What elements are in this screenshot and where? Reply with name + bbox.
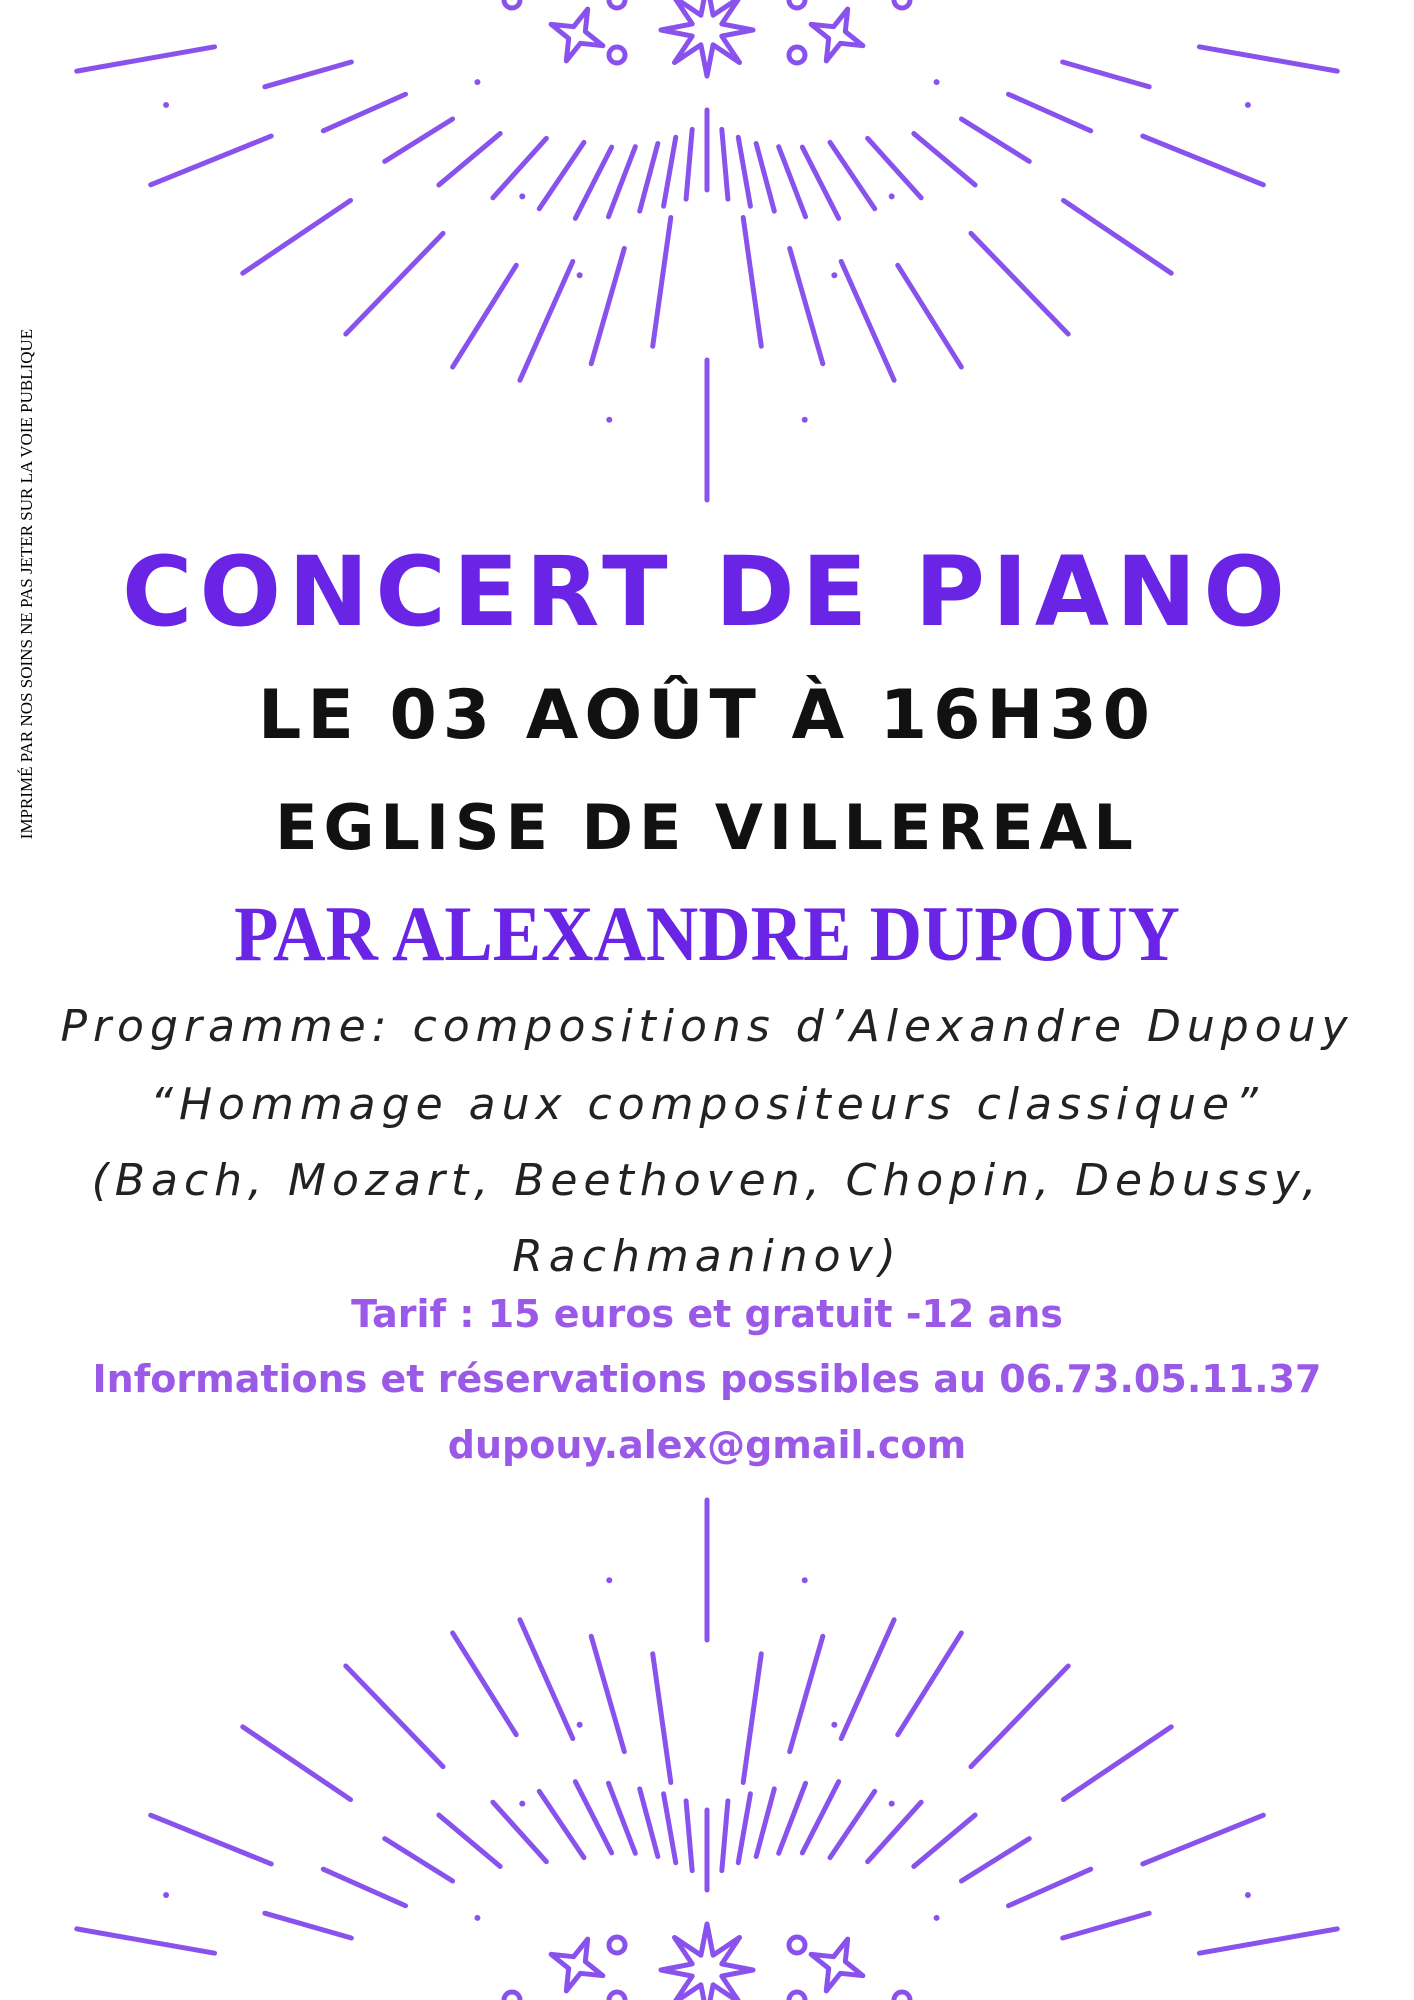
starburst-ray [802, 147, 838, 218]
starburst-ray [323, 1869, 405, 1906]
starburst-ray [971, 1666, 1068, 1767]
starburst-ray [868, 1802, 922, 1861]
starburst-ray [493, 138, 547, 197]
programme-line: Rachmaninov) [512, 1231, 902, 1282]
concert-date: LE 03 AOÛT À 16H30 [258, 676, 1156, 755]
ring-icon [609, 1937, 625, 1953]
starburst-ray [591, 1636, 624, 1751]
starburst-dot [802, 1577, 808, 1583]
concert-title: CONCERT DE PIANO [122, 536, 1292, 648]
starburst-ray [653, 217, 671, 346]
starburst-ray [743, 217, 761, 346]
starburst-dot [474, 79, 480, 85]
starburst-ray [779, 1783, 806, 1853]
starburst-ray [756, 144, 774, 212]
starburst-ray [439, 1815, 500, 1866]
starburst-dot [519, 193, 525, 199]
starburst-ray [1008, 1869, 1090, 1906]
starburst-ray [520, 261, 573, 380]
starburst-dot [802, 417, 808, 423]
concert-place: EGLISE DE VILLEREAL [275, 791, 1139, 864]
bottom-starburst [77, 1500, 1338, 2000]
starburst-dot [1245, 1892, 1251, 1898]
starburst-ray [686, 129, 692, 199]
starburst-dot [577, 272, 583, 278]
starburst-ray [653, 1654, 671, 1783]
starburst-dot [934, 1915, 940, 1921]
starburst-ray [608, 147, 635, 217]
starburst-ray [686, 1801, 692, 1871]
starburst-ray [722, 1801, 728, 1871]
starburst-ray [151, 136, 272, 185]
starburst-ray [640, 144, 658, 212]
ring-icon [894, 1992, 910, 2000]
programme-line: “Hommage aux compositeurs classique” [150, 1079, 1264, 1130]
starburst-ray [77, 47, 215, 71]
starburst-ray [914, 134, 975, 185]
sparkle-icon [551, 9, 603, 61]
starburst-ray [520, 1620, 573, 1739]
starburst-dot [934, 79, 940, 85]
ring-icon [504, 1992, 520, 2000]
starburst-ray [841, 1620, 894, 1739]
starburst-ray [868, 138, 922, 197]
starburst-ray [738, 137, 750, 206]
starburst-ray [539, 1791, 584, 1857]
starburst-dot [831, 1722, 837, 1728]
ring-icon [609, 47, 625, 63]
starburst-dot [889, 1801, 895, 1807]
starburst-ray [453, 1633, 517, 1735]
ring-icon [504, 0, 520, 8]
programme-line: Programme: compositions d’Alexandre Dupouy [60, 1001, 1354, 1052]
starburst-ray [608, 1783, 635, 1853]
starburst-ray [77, 1929, 215, 1953]
starburst-ray [385, 119, 453, 161]
starburst-ray [830, 1791, 875, 1857]
starburst-dot [474, 1915, 480, 1921]
starburst-ray [1063, 1727, 1171, 1800]
star-icon [661, 1924, 753, 2000]
starburst-ray [346, 233, 443, 334]
starburst-dot [606, 417, 612, 423]
starburst-ray [243, 200, 351, 273]
starburst-ray [575, 147, 611, 218]
top-starburst [77, 0, 1338, 500]
starburst-dot [577, 1722, 583, 1728]
starburst-dot [831, 272, 837, 278]
starburst-ray [243, 1727, 351, 1800]
ring-icon [789, 1937, 805, 1953]
ring-icon [789, 0, 805, 8]
starburst-ray [743, 1654, 761, 1783]
sparkle-icon [811, 1939, 863, 1991]
ring-icon [789, 47, 805, 63]
reservation-info: Informations et réservations possibles au 06.73.05.11.37 [92, 1357, 1322, 1401]
starburst-dot [163, 102, 169, 108]
starburst-ray [265, 1913, 352, 1938]
ring-icon [609, 1992, 625, 2000]
starburst-ray [1143, 136, 1264, 185]
starburst-ray [1063, 1913, 1150, 1938]
contact-email: dupouy.alex@gmail.com [447, 1423, 967, 1467]
starburst-ray [790, 1636, 823, 1751]
print-notice: IMPRIMÉ PAR NOS SOINS NE PAS JETER SUR LA VOIE PUBLIQUE [17, 328, 36, 840]
starburst-ray [439, 134, 500, 185]
star-icon [661, 0, 753, 76]
starburst-ray [539, 142, 584, 208]
starburst-ray [591, 248, 624, 363]
ring-icon [609, 0, 625, 8]
starburst-ray [802, 1782, 838, 1853]
starburst-dot [606, 1577, 612, 1583]
starburst-ray [914, 1815, 975, 1866]
sparkle-icon [811, 9, 863, 61]
starburst-dot [1245, 102, 1251, 108]
starburst-ray [664, 137, 676, 206]
starburst-ray [830, 142, 875, 208]
ring-icon [894, 0, 910, 8]
starburst-dot [519, 1801, 525, 1807]
starburst-ray [1008, 94, 1090, 131]
starburst-ray [346, 1666, 443, 1767]
ring-icon [789, 1992, 805, 2000]
starburst-ray [323, 94, 405, 131]
starburst-ray [1199, 47, 1337, 71]
starburst-ray [841, 261, 894, 380]
sparkle-icon [551, 1939, 603, 1991]
starburst-ray [664, 1794, 676, 1863]
programme-line: (Bach, Mozart, Beethoven, Chopin, Debussy, [91, 1155, 1323, 1206]
starburst-ray [971, 233, 1068, 334]
starburst-ray [722, 129, 728, 199]
starburst-ray [779, 147, 806, 217]
price-info: Tarif : 15 euros et gratuit -12 ans [351, 1292, 1063, 1336]
starburst-dot [163, 1892, 169, 1898]
starburst-ray [1063, 200, 1171, 273]
starburst-ray [575, 1782, 611, 1853]
starburst-ray [265, 62, 352, 87]
starburst-ray [453, 265, 517, 367]
starburst-ray [1063, 62, 1150, 87]
starburst-dot [889, 193, 895, 199]
starburst-ray [1199, 1929, 1337, 1953]
concert-artist: PAR ALEXANDRE DUPOUY [234, 890, 1180, 977]
starburst-ray [898, 1633, 962, 1735]
starburst-ray [961, 119, 1029, 161]
starburst-ray [640, 1789, 658, 1857]
starburst-ray [961, 1839, 1029, 1881]
starburst-ray [738, 1794, 750, 1863]
starburst-ray [790, 248, 823, 363]
starburst-ray [151, 1815, 272, 1864]
starburst-ray [1143, 1815, 1264, 1864]
starburst-ray [493, 1802, 547, 1861]
starburst-ray [385, 1839, 453, 1881]
starburst-ray [756, 1789, 774, 1857]
starburst-ray [898, 265, 962, 367]
